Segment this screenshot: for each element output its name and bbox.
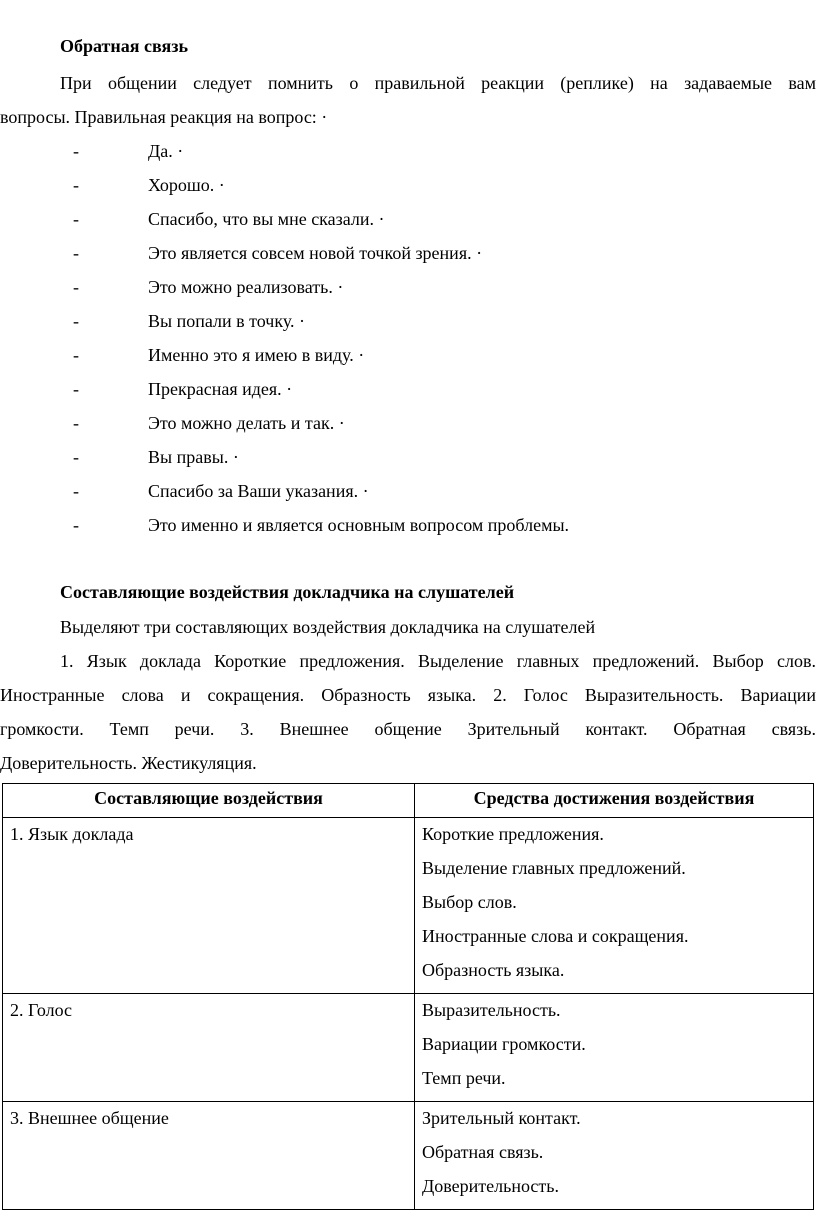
means-item: Образность языка. xyxy=(422,960,565,980)
table-cell-means xyxy=(415,818,814,994)
paragraph-line: Иностранные слова и сокращения. Образность языка. 2. Голос Выразительность. Вариации xyxy=(0,685,816,705)
dash-bullet: - xyxy=(73,379,79,399)
table-row xyxy=(3,818,814,994)
section-title-speaker-impact: Составляющие воздействия докладчика на слушателей xyxy=(60,582,515,602)
table-header-row xyxy=(3,784,814,818)
dash-bullet: - xyxy=(73,311,79,331)
table-row xyxy=(3,1102,814,1210)
means-item: Короткие предложения. xyxy=(422,824,604,844)
means-item: Обратная связь. xyxy=(422,1142,544,1162)
means-item: Выразительность. xyxy=(422,1000,561,1020)
section-title-feedback: Обратная связь xyxy=(60,36,188,56)
dash-bullet: - xyxy=(73,447,79,467)
document-page: Обратная связь При общении следует помнить о правильной реакции (реплике) на задаваемые вам вопросы. Правильная реакция на вопрос: · - Да. · - Хорошо. · - Спасибо, что вы мне сказали. · - Это является совсем новой точкой зрения. · - Это можно реализовать. · - Вы попали в точку. · - Именно это я имею в виду. · - Прекрасная идея. · - Это можно делать и так. · - Вы правы. · - Спасибо за Ваши указания. · - Это именно и является основным вопросом проблемы. Составляющие воздействия докладчика на слушателей Выделяют три составляющих воздействия докладчика на слушателей 1. Язык доклада Короткие предложения. Выделение главных предложений. Выбор слов. Иностранные слова и сокращения. Образность языка. 2. Голос Выразительность. Вариации громкости. Темп речи. 3. Внешнее общение Зрительный контакт. Обратная связь. Доверительность. Жестикуляция. Составляющие воздействия Средства достижения воздействия 1. Язык доклада Короткие предложения. Выделение главных предложений. Выбор слов. Иностранные слова и сокращения. Образность языка. 2. Голос Выразительность. Вариации громкости. Темп речи. 3. Внешнее общение Зрительный контакт. Обратная связь. Доверительность. xyxy=(0,0,816,1198)
dash-bullet: - xyxy=(73,481,79,501)
paragraph-line: 1. Язык доклада Короткие предложения. Выделение главных предложений. Выбор слов. xyxy=(60,651,816,671)
paragraph-line: вопросы. Правильная реакция на вопрос: · xyxy=(0,107,328,127)
means-item: Зрительный контакт. xyxy=(422,1108,581,1128)
intro-line: Выделяют три составляющих воздействия докладчика на слушателей xyxy=(60,617,596,637)
table-cell-component: 1. Язык доклада xyxy=(3,818,415,994)
impact-table xyxy=(2,783,814,1210)
paragraph-line: Доверительность. Жестикуляция. xyxy=(0,753,257,773)
dash-bullet: - xyxy=(73,175,79,195)
table-row xyxy=(3,994,814,1102)
dash-bullet: - xyxy=(73,141,79,161)
dash-bullet: - xyxy=(73,209,79,229)
means-item: Выделение главных предложений. xyxy=(422,858,686,878)
paragraph-line: При общении следует помнить о правильной реакции (реплике) на задаваемые вам xyxy=(60,73,816,93)
table-header-cell: Средства достижения воздействия xyxy=(415,784,814,818)
dash-bullet: - xyxy=(73,345,79,365)
paragraph-line: громкости. Темп речи. 3. Внешнее общение Зрительный контакт. Обратная связь. xyxy=(0,719,816,739)
means-item: Вариации громкости. xyxy=(422,1034,586,1054)
dash-bullet: - xyxy=(73,515,79,535)
means-item: Иностранные слова и сокращения. xyxy=(422,926,689,946)
dash-bullet: - xyxy=(73,243,79,263)
table-cell-means xyxy=(415,994,814,1102)
table-header-cell: Составляющие воздействия xyxy=(3,784,415,818)
table-cell-means xyxy=(415,1102,814,1210)
dash-bullet: - xyxy=(73,277,79,297)
table-cell-component: 2. Голос xyxy=(3,994,415,1102)
table-cell-component: 3. Внешнее общение xyxy=(3,1102,415,1210)
means-item: Выбор слов. xyxy=(422,892,517,912)
dash-bullet: - xyxy=(73,413,79,433)
means-item: Доверительность. xyxy=(422,1176,559,1196)
means-item: Темп речи. xyxy=(422,1068,506,1088)
